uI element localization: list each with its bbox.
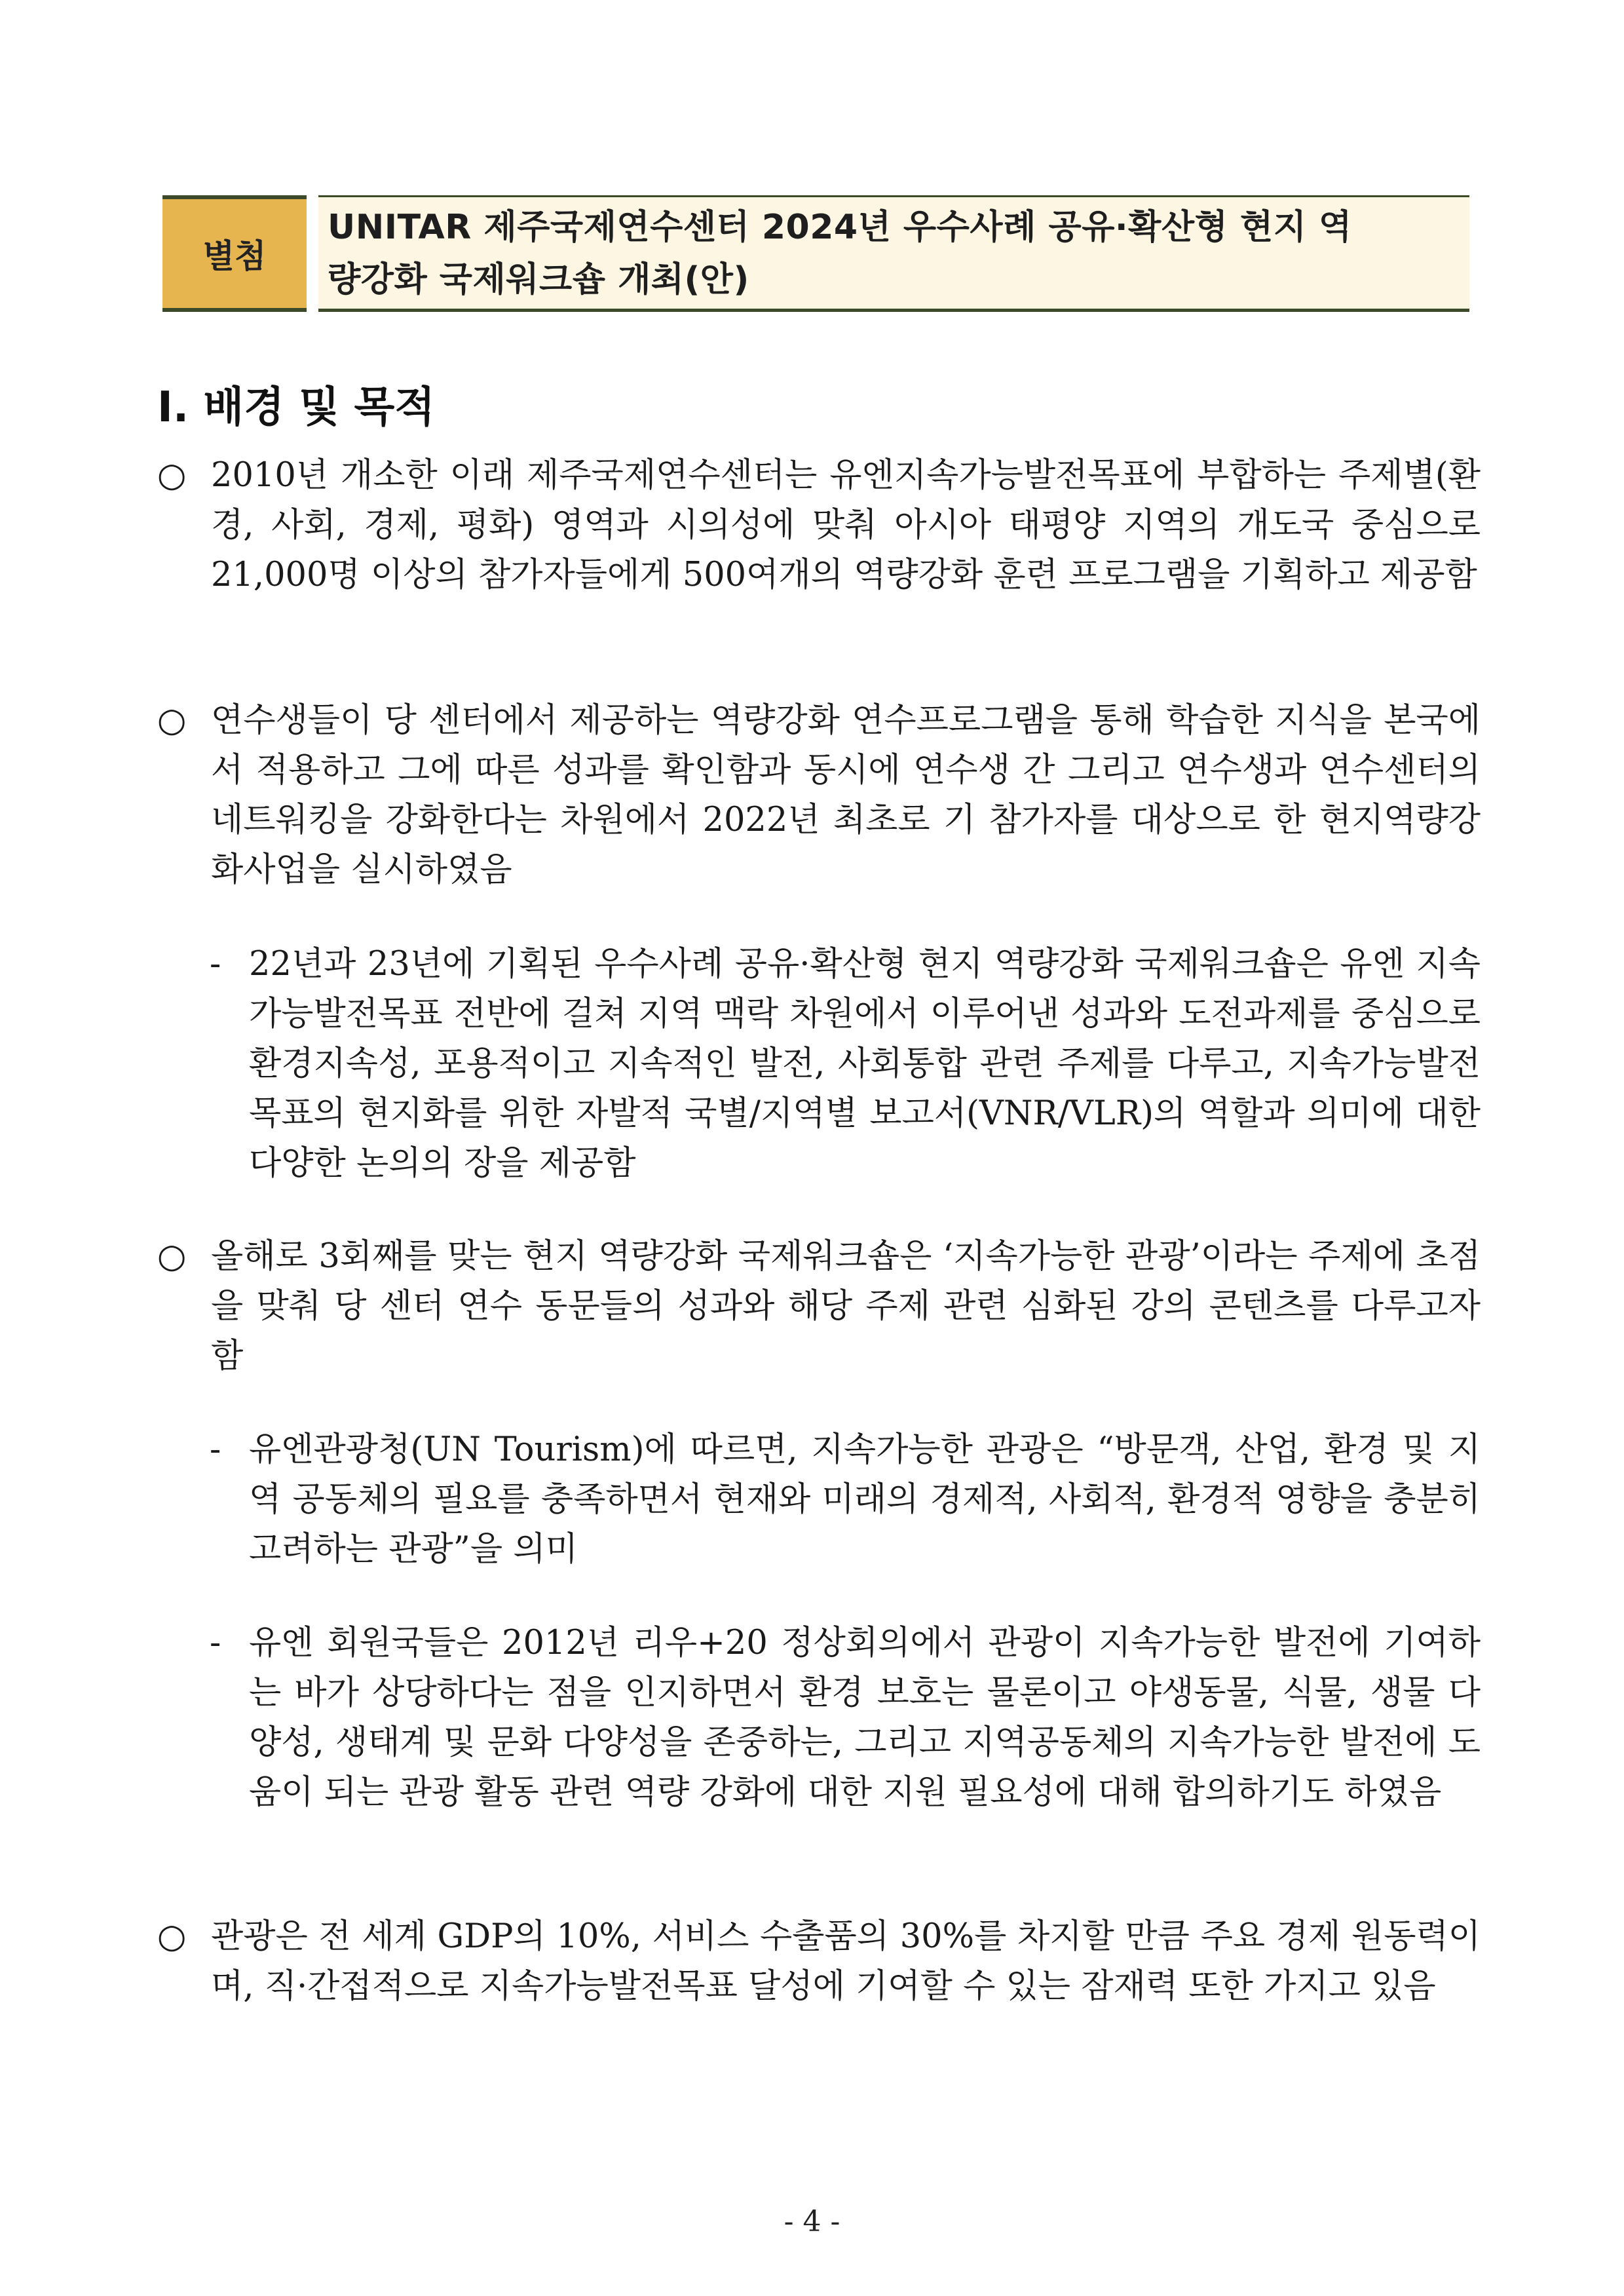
paragraph-text: 연수생들이 당 센터에서 제공하는 역량강화 연수프로그램을 통해 학습한 지식을 본국에서 적용하고 그에 따른 성과를 확인함과 동시에 연수생 간 그리고 연수생과 연수센터의 네트워킹을 강화한다는 차원에서 2022년 최초로 기 참가자를 대상으로 한 현지역량강화사업을 실시하였음 <box>211 701 1481 889</box>
bullet-paragraph-4 <box>157 1912 1481 2012</box>
paragraph-text: 올해로 3회째를 맞는 현지 역량강화 국제워크숍은 ‘지속가능한 관광’이라는 주제에 초점을 맞춰 당 센터 연수 동문들의 성과와 해당 주제 관련 심화된 강의 콘텐츠를 다루고자 함 <box>211 1237 1481 1375</box>
section-title: Ⅰ. 배경 및 목적 <box>157 383 436 432</box>
sub-paragraph-3a <box>210 1425 1481 1575</box>
attachment-header <box>162 195 1469 312</box>
bullet-circle-icon: ○ <box>157 456 187 495</box>
document-title <box>318 195 1469 312</box>
bullet-paragraph-2 <box>157 696 1481 895</box>
paragraph-text: 유엔 회원국들은 2012년 리우+20 정상회의에서 관광이 지속가능한 발전에 기여하는 바가 상당하다는 점을 인지하면서 환경 보호는 물론이고 야생동물, 식물, 생물 다양성, 생태계 및 문화 다양성을 존중하는, 그리고 지역공동체의 지속가능한 발전에 도움이 되는 관광 활동 관련 역량 강화에 대한 지원 필요성에 대해 합의하기도 하였음 <box>249 1624 1481 1812</box>
bullet-circle-icon: ○ <box>157 701 187 740</box>
bullet-circle-icon: ○ <box>157 1917 187 1956</box>
sub-paragraph-2a <box>210 940 1481 1189</box>
page-number: - 4 - <box>784 2205 840 2238</box>
dash-marker: - <box>210 1624 221 1662</box>
sub-paragraph-3b <box>210 1618 1481 1818</box>
paragraph-text: 2010년 개소한 이래 제주국제연수센터는 유엔지속가능발전목표에 부합하는 주제별(환경, 사회, 경제, 평화) 영역과 시의성에 맞춰 아시아 태평양 지역의 개도국 중심으로 21,000명 이상의 참가자들에게 500여개의 역량강화 훈련 프로그램을 기획하고 제공함 <box>211 456 1481 594</box>
paragraph-text: 22년과 23년에 기획된 우수사례 공유·확산형 현지 역량강화 국제워크숍은 유엔 지속가능발전목표 전반에 걸쳐 지역 맥락 차원에서 이루어낸 성과와 도전과제를 중심으로 환경지속성, 포용적이고 지속적인 발전, 사회통합 관련 주제를 다루고, 지속가능발전목표의 현지화를 위한 자발적 국별/지역별 보고서(VNR/VLR)의 역할과 의미에 대한 다양한 논의의 장을 제공함 <box>249 945 1481 1183</box>
dash-marker: - <box>210 1430 221 1469</box>
dash-marker: - <box>210 945 221 984</box>
paragraph-text: 유엔관광청(UN Tourism)에 따르면, 지속가능한 관광은 “방문객, 산업, 환경 및 지역 공동체의 필요를 충족하면서 현재와 미래의 경제적, 사회적, 환경적 영향을 충분히 고려하는 관광”을 의미 <box>249 1430 1481 1569</box>
attachment-tag: 별첨 <box>162 195 307 312</box>
bullet-paragraph-3 <box>157 1232 1481 1381</box>
document-title-line1: UNITAR 제주국제연수센터 2024년 우수사례 공유·확산형 현지 역 <box>328 208 1352 247</box>
paragraph-text: 관광은 전 세계 GDP의 10%, 서비스 수출품의 30%를 차지할 만큼 주요 경제 원동력이며, 직·간접적으로 지속가능발전목표 달성에 기여할 수 있는 잠재력 또한 가지고 있음 <box>211 1917 1481 2006</box>
bullet-paragraph-1 <box>157 451 1481 600</box>
bullet-circle-icon: ○ <box>157 1237 187 1276</box>
document-title-line2: 량강화 국제워크숍 개최(안) <box>328 260 749 299</box>
